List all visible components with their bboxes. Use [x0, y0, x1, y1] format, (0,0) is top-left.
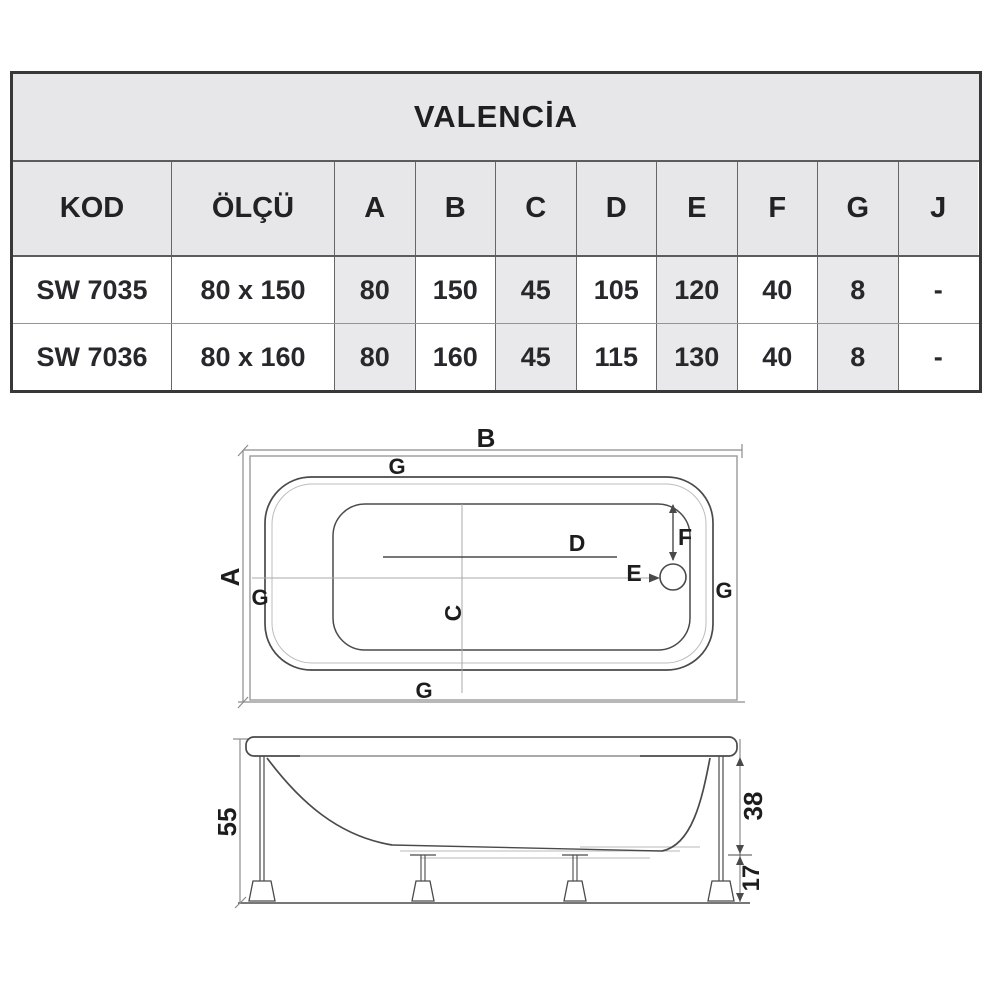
- cell-a: 80: [334, 257, 415, 323]
- spec-table: [10, 71, 982, 393]
- dim-label-b: B: [476, 423, 496, 453]
- tub-shell: [267, 758, 710, 851]
- cell-g: 8: [817, 324, 898, 390]
- cell-c: 45: [495, 324, 576, 390]
- middle-leg-left: [410, 855, 436, 901]
- cell-d: 115: [576, 324, 657, 390]
- dim-label-e: E: [626, 560, 642, 586]
- col-header-f: F: [737, 162, 818, 255]
- col-header-c: C: [495, 162, 576, 255]
- cell-j: -: [898, 257, 979, 323]
- right-leg: [708, 756, 734, 901]
- dim-label-38: 38: [738, 791, 768, 821]
- table-title: VALENCİA: [13, 74, 979, 162]
- dim-label-d: D: [568, 530, 586, 556]
- cell-a: 80: [334, 324, 415, 390]
- light-lines: [300, 756, 700, 858]
- rim-profile: [246, 737, 737, 756]
- drain-circle: [660, 564, 686, 590]
- dim-label-g-right: G: [715, 578, 733, 603]
- dim-label-g-bottom: G: [415, 678, 433, 703]
- middle-leg-right: [562, 855, 588, 901]
- tub-side-view: [175, 722, 785, 922]
- cell-g: 8: [817, 257, 898, 323]
- tub-rim-outline: [265, 477, 713, 670]
- col-header-kod: KOD: [13, 162, 171, 255]
- dim-label-g-left: G: [251, 585, 269, 610]
- dim-line-f: [669, 504, 677, 561]
- centerlines: [252, 504, 650, 693]
- dim-label-g-top: G: [388, 454, 406, 479]
- dim-label-55: 55: [212, 807, 242, 837]
- col-header-b: B: [415, 162, 496, 255]
- cell-kod: SW 7035: [13, 257, 171, 323]
- dim-arrow-e: [649, 574, 660, 583]
- col-header-g: G: [817, 162, 898, 255]
- left-leg: [249, 756, 275, 901]
- cell-c: 45: [495, 257, 576, 323]
- cell-j: -: [898, 324, 979, 390]
- cell-f: 40: [737, 257, 818, 323]
- col-header-e: E: [656, 162, 737, 255]
- dim-label-17: 17: [738, 864, 765, 892]
- tub-top-view: [195, 415, 765, 715]
- cell-f: 40: [737, 324, 818, 390]
- cell-d: 105: [576, 257, 657, 323]
- table-header-row: [13, 162, 979, 257]
- dim-label-f: F: [677, 524, 693, 550]
- cell-kod: SW 7036: [13, 324, 171, 390]
- table-row: [13, 324, 979, 390]
- table-row: [13, 257, 979, 324]
- col-header-a: A: [334, 162, 415, 255]
- col-header-olcu: ÖLÇÜ: [171, 162, 334, 255]
- cell-olcu: 80 x 160: [171, 324, 334, 390]
- cell-olcu: 80 x 150: [171, 257, 334, 323]
- dim-label-c: C: [440, 604, 466, 622]
- cell-e: 130: [656, 324, 737, 390]
- col-header-j: J: [898, 162, 979, 255]
- cell-b: 150: [415, 257, 496, 323]
- dim-label-a: A: [215, 567, 245, 587]
- cell-e: 120: [656, 257, 737, 323]
- col-header-d: D: [576, 162, 657, 255]
- cell-b: 160: [415, 324, 496, 390]
